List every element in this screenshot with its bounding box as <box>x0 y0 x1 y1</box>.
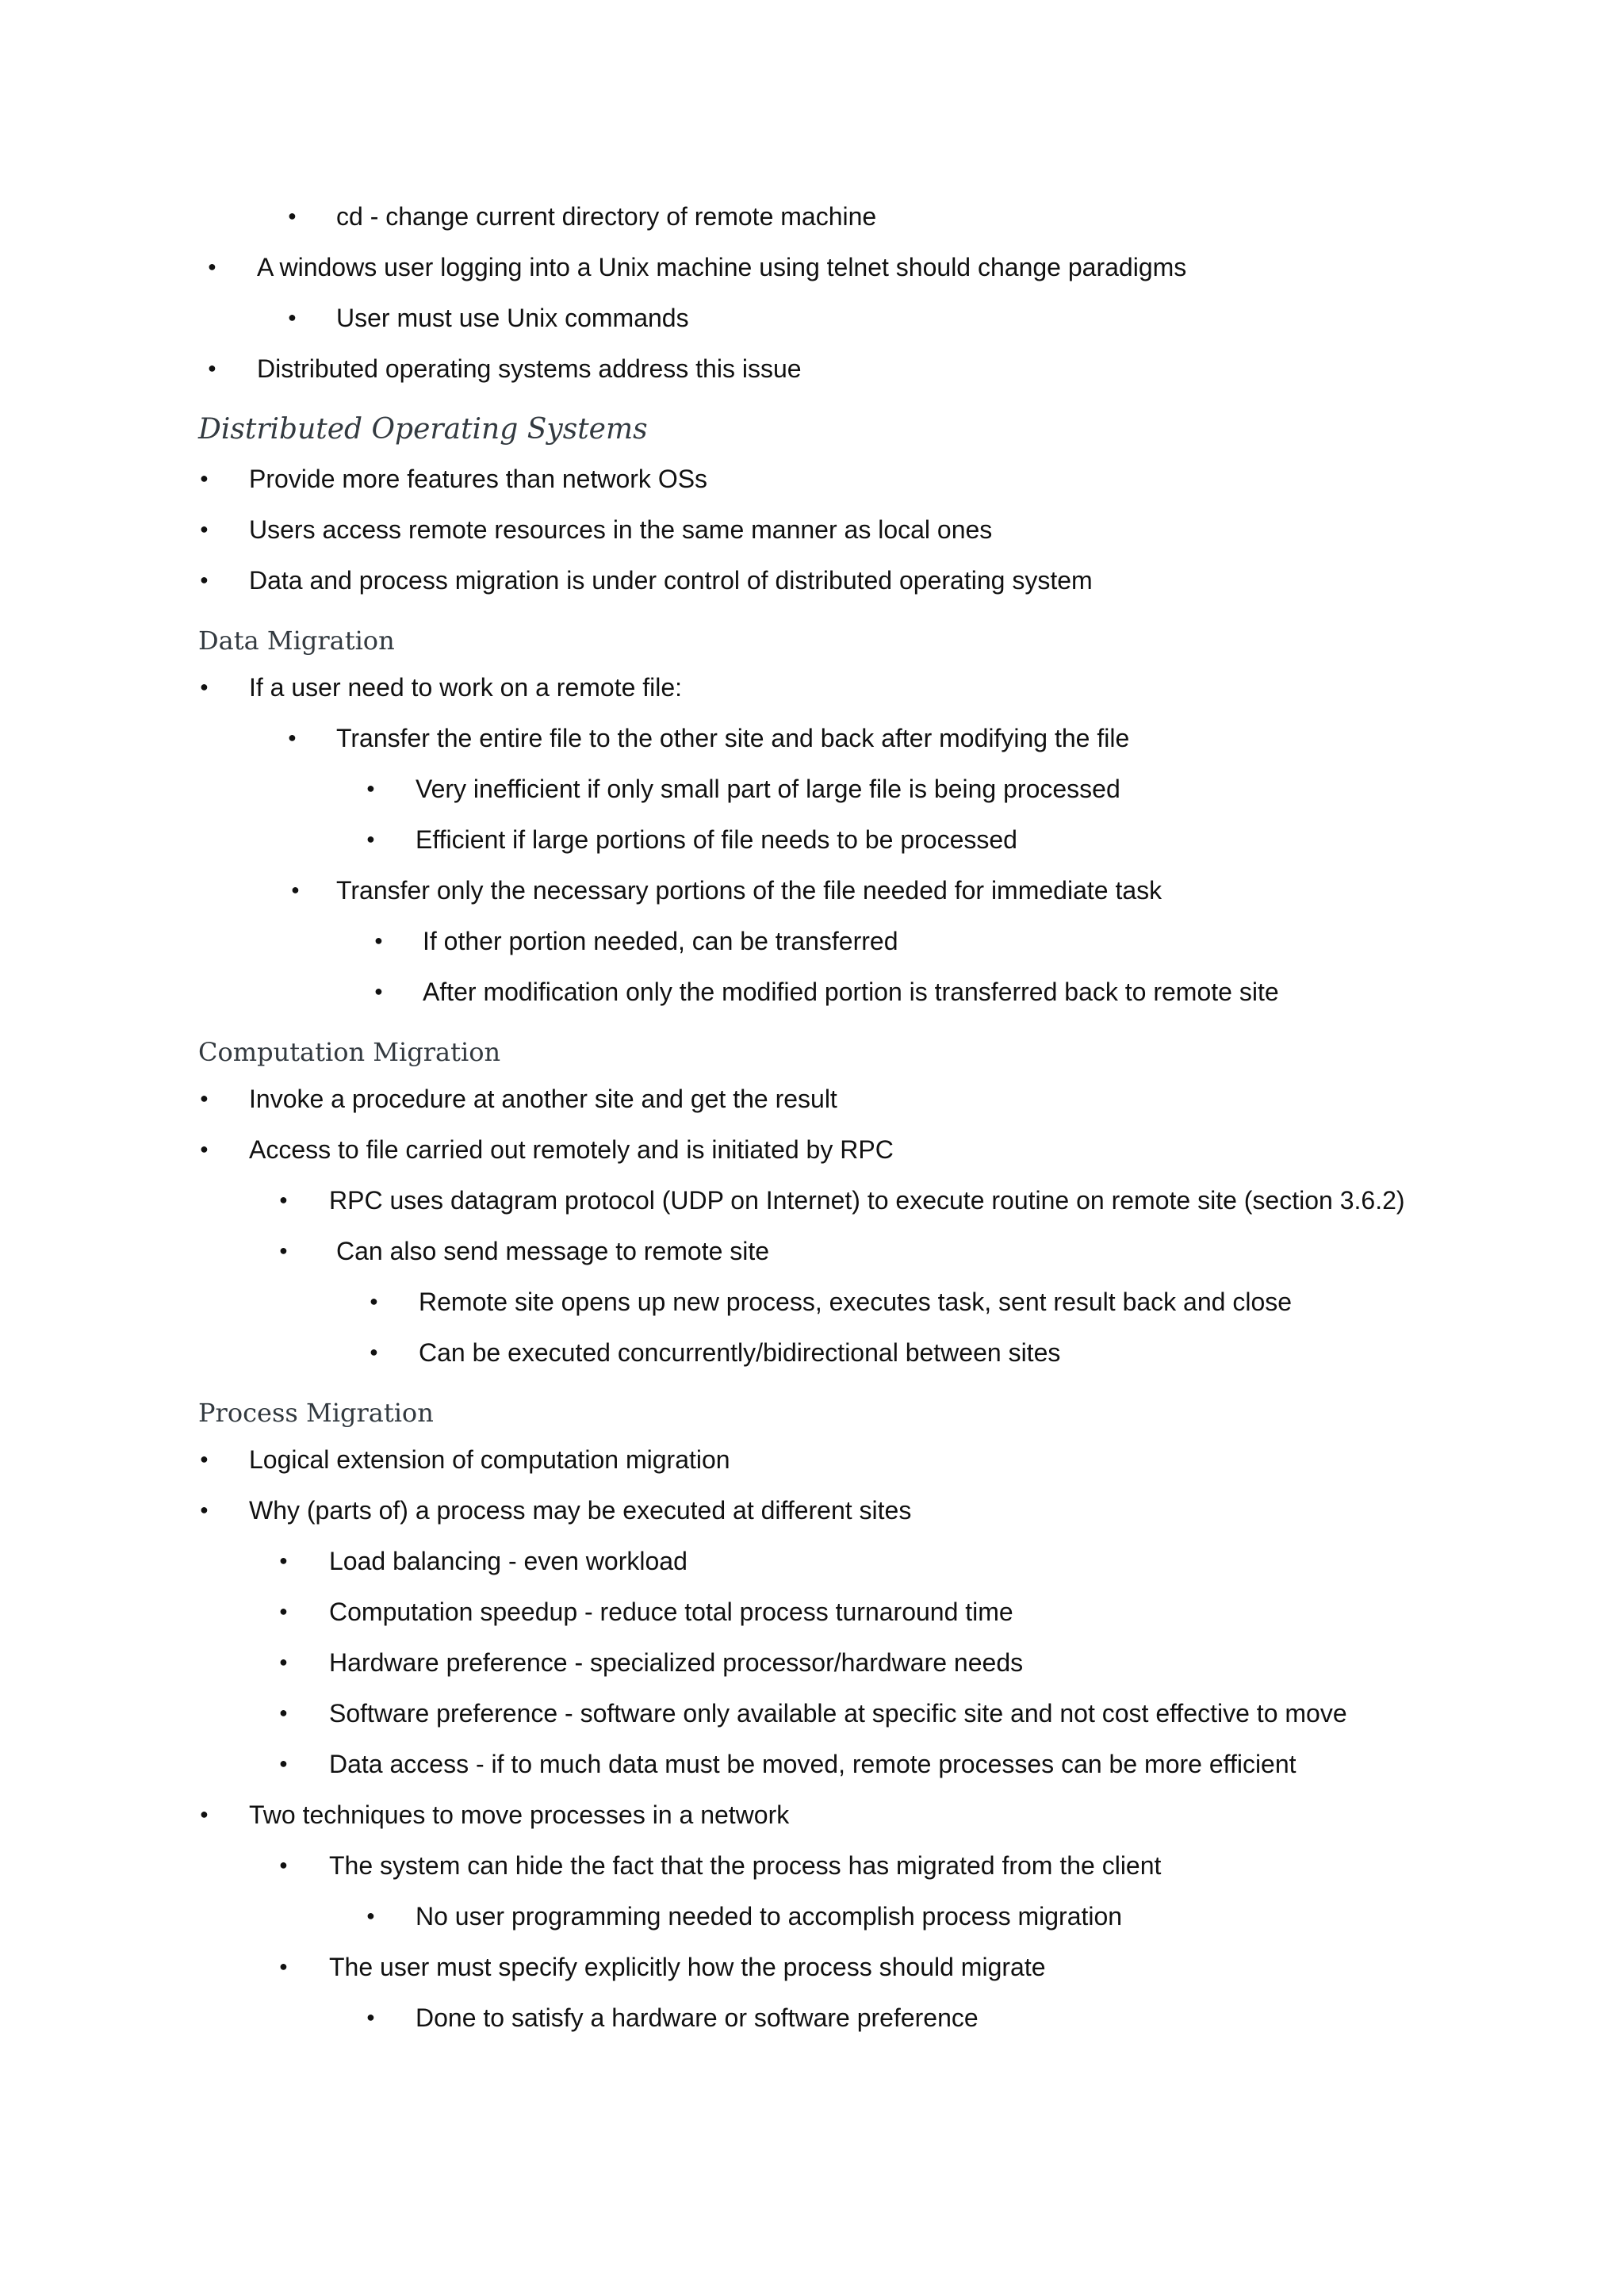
list-item: ● If other portion needed, can be transferred <box>0 917 1624 965</box>
bullet <box>200 506 209 556</box>
list-item: ● Users access remote resources in the same manner as local ones <box>0 506 1624 553</box>
list-item: ● RPC uses datagram protocol (UDP on Internet) to execute routine on remote site (section 3.6.2) <box>0 1177 1624 1224</box>
section-heading: Computation Migration <box>198 1037 501 1067</box>
bullet <box>370 1278 378 1328</box>
bullet <box>279 1177 288 1226</box>
bullet <box>200 1075 209 1125</box>
bullet <box>279 1639 288 1689</box>
bullet <box>200 1126 209 1176</box>
list-item: ● The user must specify explicitly how the process should migrate <box>0 1943 1624 1991</box>
list-item: ● Done to satisfy a hardware or software preference <box>0 1994 1624 2042</box>
list-item: ● Very inefficient if only small part of large file is being processed <box>0 765 1624 813</box>
bullet <box>200 1791 209 1841</box>
list-item: ● Invoke a procedure at another site and get the result <box>0 1075 1624 1123</box>
bullet <box>288 193 297 243</box>
list-item: ● Computation speedup - reduce total process turnaround time <box>0 1588 1624 1636</box>
bullet <box>200 1436 209 1486</box>
list-item: ● Two techniques to move processes in a network <box>0 1791 1624 1839</box>
bullet <box>200 557 209 607</box>
bullet <box>366 1892 375 1942</box>
section-heading: Process Migration <box>198 1398 434 1428</box>
bullet <box>208 243 216 293</box>
list-item: ● Hardware preference - specialized processor/hardware needs <box>0 1639 1624 1686</box>
list-item: ● A windows user logging into a Unix machine using telnet should change paradigms <box>0 243 1624 291</box>
list-item: ● Can also send message to remote site <box>0 1227 1624 1275</box>
bullet <box>366 765 375 815</box>
list-item: ● If a user need to work on a remote file: <box>0 664 1624 711</box>
list-item: ● After modification only the modified portion is transferred back to remote site <box>0 968 1624 1016</box>
list-item: ● User must use Unix commands <box>0 294 1624 342</box>
bullet <box>279 1740 288 1790</box>
list-item: ● Data and process migration is under control of distributed operating system <box>0 557 1624 604</box>
list-item: ● Transfer the entire file to the other site and back after modifying the file <box>0 714 1624 762</box>
bullet <box>366 1994 375 2044</box>
bullet <box>374 917 383 967</box>
list-item: ● Provide more features than network OSs <box>0 455 1624 503</box>
list-item: ● Efficient if large portions of file needs to be processed <box>0 816 1624 863</box>
list-item: ● The system can hide the fact that the process has migrated from the client <box>0 1842 1624 1889</box>
list-item: ● Remote site opens up new process, executes task, sent result back and close <box>0 1278 1624 1326</box>
bullet <box>279 1588 288 1638</box>
bullet <box>200 1487 209 1536</box>
section-heading: Distributed Operating Systems <box>198 413 648 446</box>
list-item: ● Transfer only the necessary portions of the file needed for immediate task <box>0 867 1624 914</box>
bullet <box>279 1943 288 1993</box>
bullet <box>208 345 216 395</box>
bullet <box>370 1329 378 1379</box>
bullet <box>374 968 383 1018</box>
list-item: ● Software preference - software only available at specific site and not cost effective to move <box>0 1689 1624 1737</box>
list-item: ● Data access - if to much data must be moved, remote processes can be more efficient <box>0 1740 1624 1788</box>
bullet <box>279 1689 288 1739</box>
bullet <box>366 816 375 866</box>
bullet <box>200 455 209 505</box>
bullet <box>288 714 297 764</box>
bullet <box>279 1842 288 1892</box>
bullet <box>279 1227 288 1277</box>
bullet <box>200 664 209 714</box>
bullet <box>291 867 300 916</box>
list-item: ● Access to file carried out remotely and is initiated by RPC <box>0 1126 1624 1173</box>
bullet <box>288 294 297 344</box>
list-item: ● Distributed operating systems address this issue <box>0 345 1624 392</box>
list-item: ● Load balancing - even workload <box>0 1537 1624 1585</box>
section-heading: Data Migration <box>198 626 395 656</box>
list-item: ● cd - change current directory of remote machine <box>0 193 1624 240</box>
list-item: ● Why (parts of) a process may be executed at different sites <box>0 1487 1624 1534</box>
list-item: ● Logical extension of computation migration <box>0 1436 1624 1483</box>
list-item: ● No user programming needed to accomplish process migration <box>0 1892 1624 1940</box>
bullet <box>279 1537 288 1587</box>
list-item: ● Can be executed concurrently/bidirectional between sites <box>0 1329 1624 1376</box>
